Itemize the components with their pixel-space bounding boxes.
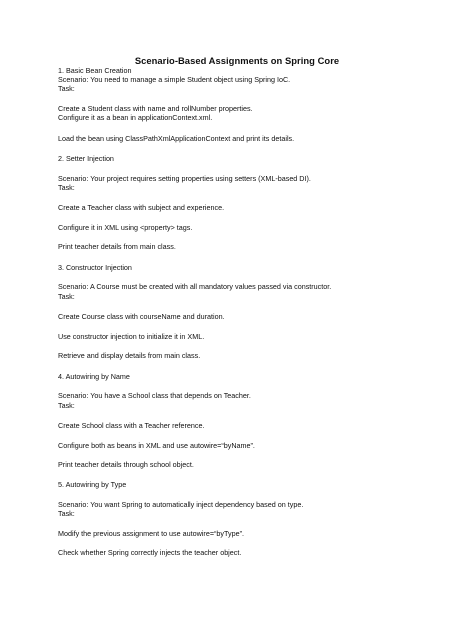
task-item: Create a Student class with name and rollNumber properties. xyxy=(58,104,253,113)
task-item: Create School class with a Teacher reference. xyxy=(58,421,205,430)
section-heading: 4. Autowiring by Name xyxy=(58,372,130,381)
task-item: Create a Teacher class with subject and experience. xyxy=(58,203,225,212)
task-item: Load the bean using ClassPathXmlApplicationContext and print its details. xyxy=(58,134,295,143)
section-heading: 5. Autowiring by Type xyxy=(58,480,127,489)
task-item: Retrieve and display details from main class. xyxy=(58,351,201,360)
task-label: Task: xyxy=(58,509,75,518)
section-heading: 1. Basic Bean Creation xyxy=(58,66,132,75)
scenario-text: Scenario: A Course must be created with all mandatory values passed via constructor. xyxy=(58,282,332,291)
task-item: Print teacher details from main class. xyxy=(58,242,176,251)
task-item: Modify the previous assignment to use autowire=“byType”. xyxy=(58,529,244,538)
task-label: Task: xyxy=(58,401,75,410)
section-heading: 3. Constructor Injection xyxy=(58,263,132,272)
task-item: Print teacher details through school object. xyxy=(58,460,194,469)
document-title: Scenario-Based Assignments on Spring Core xyxy=(134,55,340,66)
scenario-text: Scenario: You want Spring to automatically inject dependency based on type. xyxy=(58,500,304,509)
task-label: Task: xyxy=(58,84,75,93)
scenario-text: Scenario: Your project requires setting properties using setters (XML-based DI). xyxy=(58,174,311,183)
task-item: Configure it as a bean in applicationContext.xml. xyxy=(58,113,213,122)
scenario-text: Scenario: You need to manage a simple Student object using Spring IoC. xyxy=(58,75,291,84)
task-item: Check whether Spring correctly injects the teacher object. xyxy=(58,548,242,557)
task-item: Create Course class with courseName and duration. xyxy=(58,312,225,321)
task-label: Task: xyxy=(58,183,75,192)
task-item: Configure both as beans in XML and use autowire=“byName”. xyxy=(58,441,255,450)
scenario-text: Scenario: You have a School class that depends on Teacher. xyxy=(58,391,251,400)
task-label: Task: xyxy=(58,292,75,301)
task-item: Configure it in XML using <property> tags. xyxy=(58,223,193,232)
task-item: Use constructor injection to initialize it in XML. xyxy=(58,332,205,341)
section-heading: 2. Setter Injection xyxy=(58,154,114,163)
